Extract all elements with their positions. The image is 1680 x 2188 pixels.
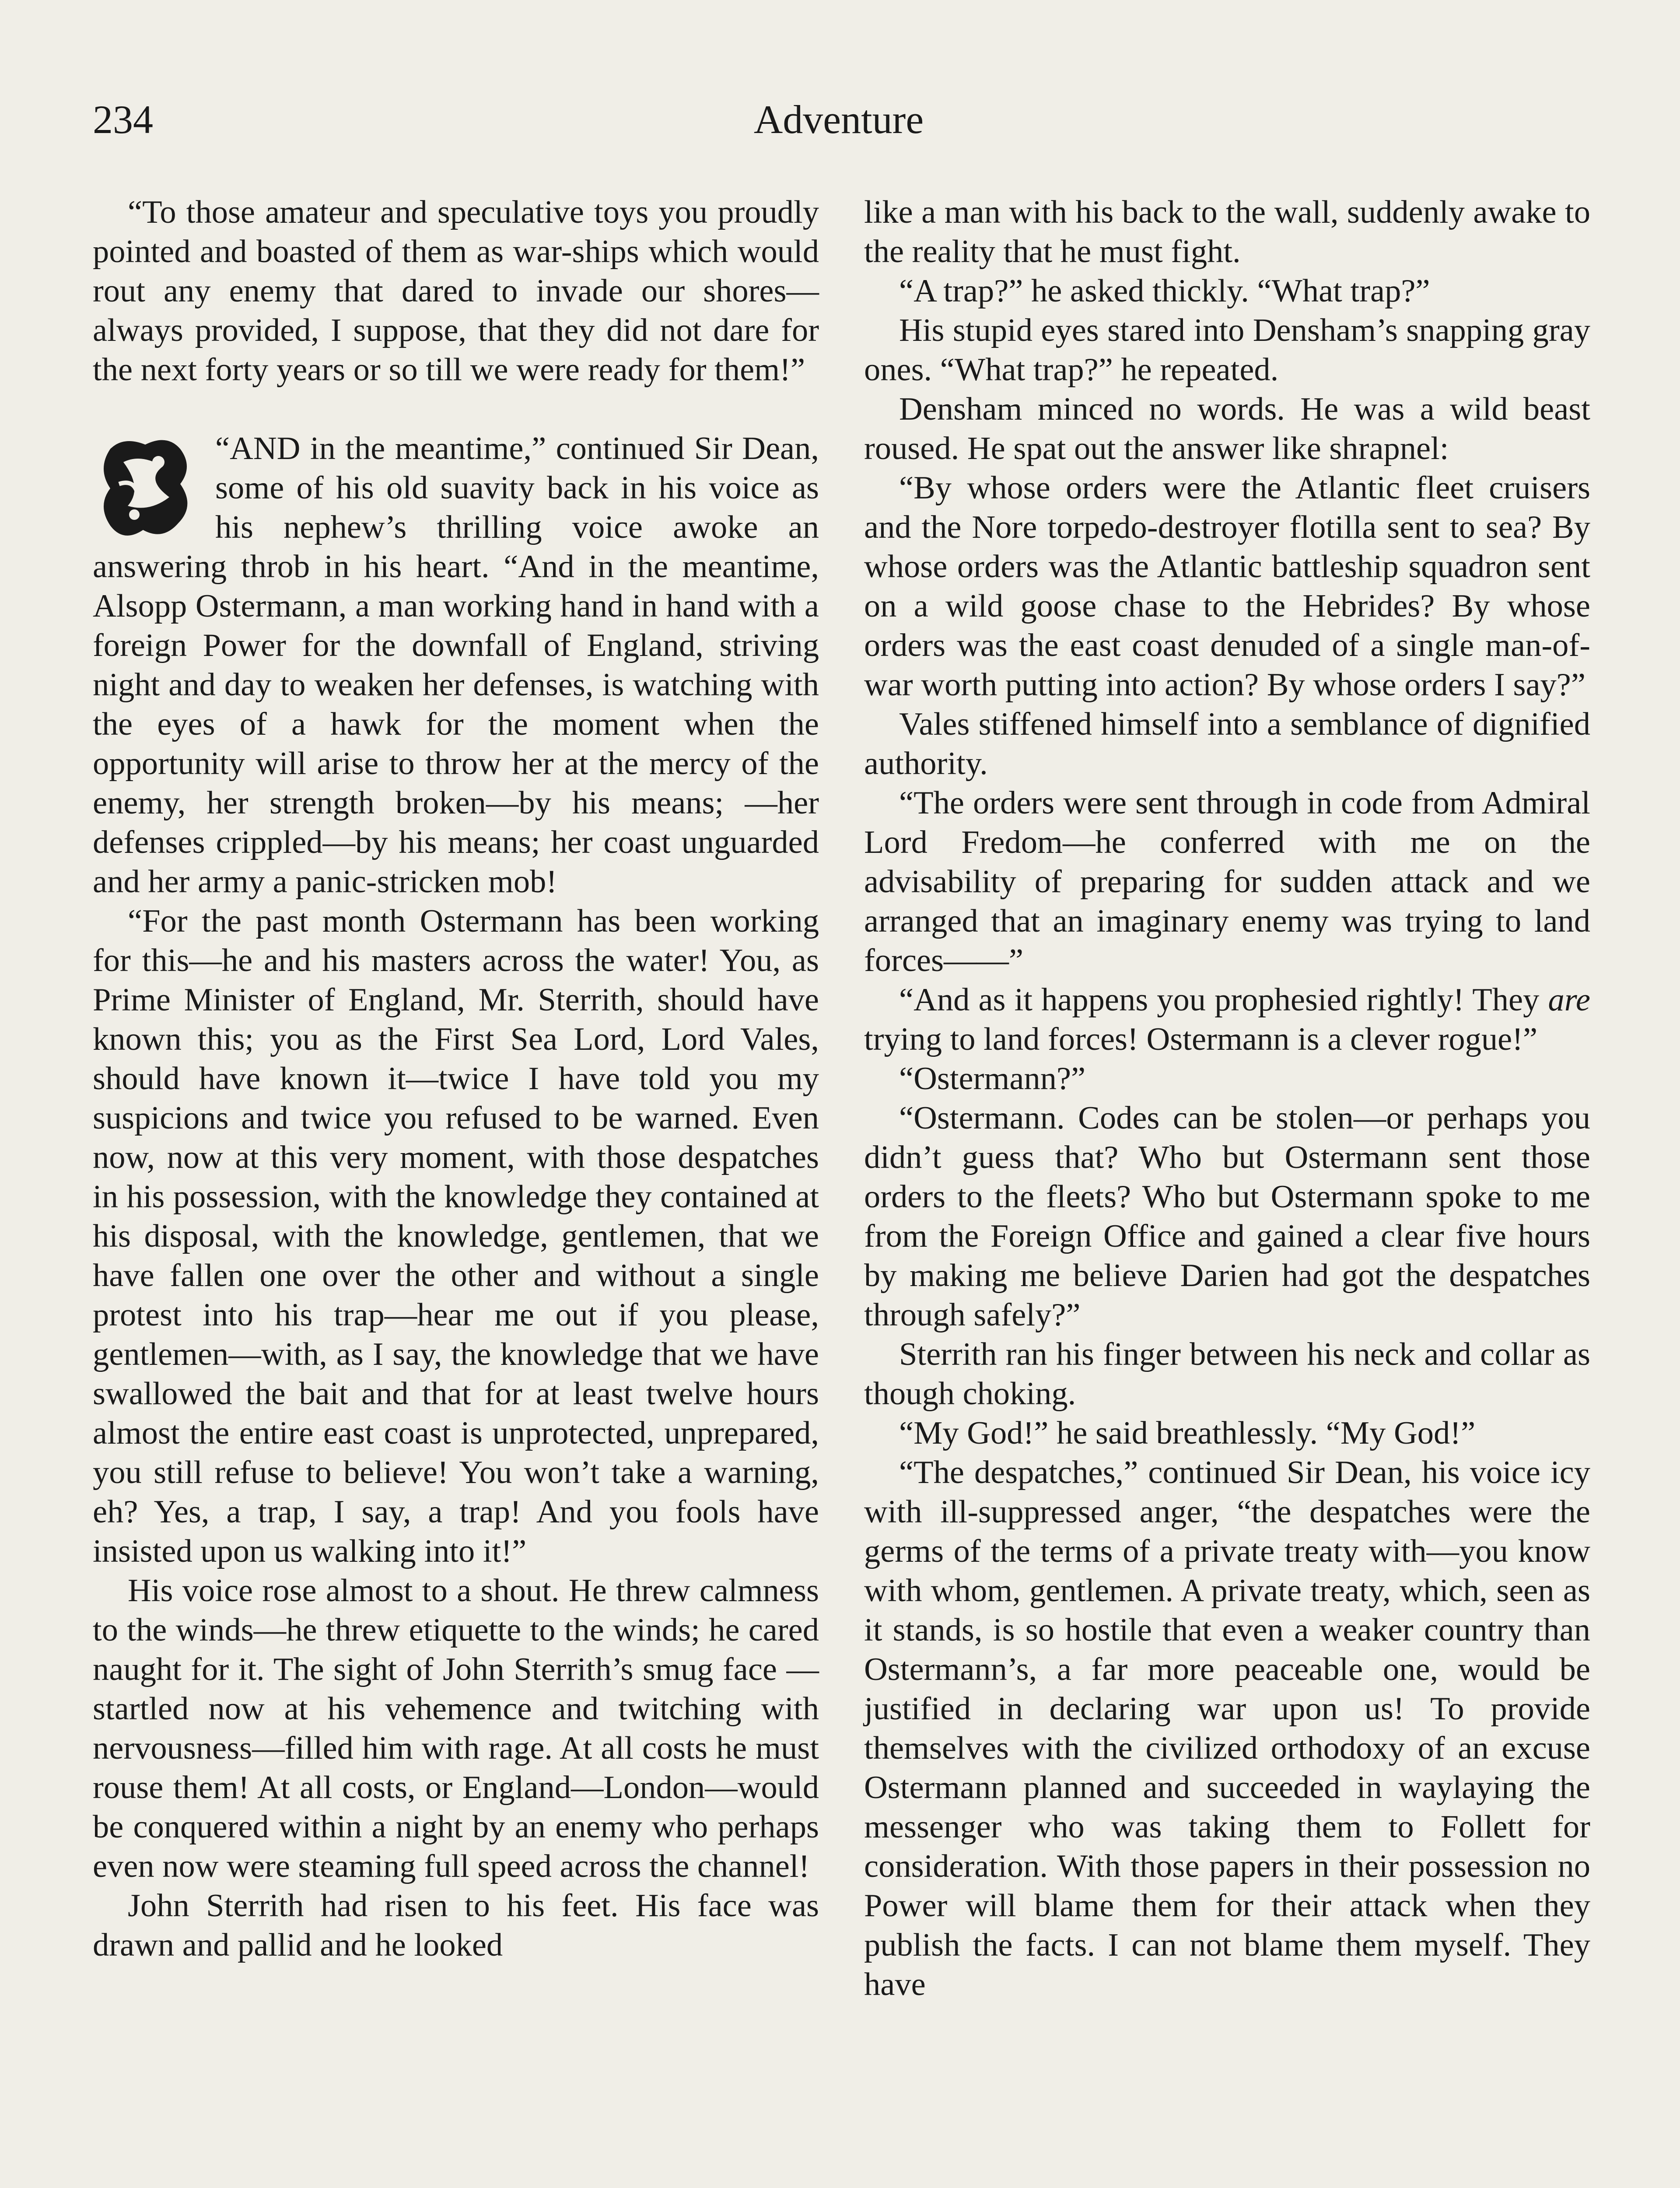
page-number: 234 xyxy=(93,97,153,142)
page-title: Adventure xyxy=(753,97,924,142)
paragraph: Densham minced no words. He was a wild beast roused. He spat out the answer like shrapnel: xyxy=(864,391,1590,466)
paragraph: “Ostermann?” xyxy=(899,1061,1086,1097)
paragraph-with-dropcap xyxy=(93,429,819,901)
paragraph: John Sterrith had risen to his feet. His face was drawn and pallid and he looked xyxy=(93,1888,819,1963)
paragraph xyxy=(864,980,1590,1059)
paragraph: “My God!” he said breathlessly. “My God!” xyxy=(899,1415,1476,1451)
paragraph: “By whose orders were the Atlantic fleet cruisers and the Nore torpedo-destroyer flotilla sent to sea? By whose orders was the Atlantic battleship squadron sent on a wild goose chase to the Hebrides? By whose orders was the east coast denuded of a single man-of-war worth putting into action? By whose orders I say?” xyxy=(864,470,1590,703)
text-run: “And as it happens you prophesied rightly! They xyxy=(899,982,1548,1018)
ornamental-dropcap-icon xyxy=(93,431,198,545)
paragraph: “Ostermann. Codes can be stolen—or perhaps you didn’t guess that? Who but Ostermann sent those orders to the fleets? Who but Ostermann spoke to me from the Foreign Office and gained a clear five hours by making me believe Darien had got the despatches through safely?” xyxy=(864,1100,1590,1333)
paragraph: “A trap?” he asked thickly. “What trap?” xyxy=(899,273,1430,309)
left-column xyxy=(93,193,819,1965)
text-run: trying to land forces! Ostermann is a clever rogue!” xyxy=(864,1021,1538,1057)
paragraph: “To those amateur and speculative toys you proudly pointed and boasted of them as war-ships which would rout any enemy that dared to invade our shores—always provided, I suppose, that they did not dare for the next forty years or so till we were ready for them!” xyxy=(93,194,819,388)
page-header xyxy=(93,96,1585,149)
paragraph: Vales stiffened himself into a semblance of dignified authority. xyxy=(864,706,1590,782)
emphasis-text: are xyxy=(1548,982,1590,1018)
paragraph-text: “AND in the meantime,” continued Sir Dean, some of his old suavity back in his voice as his nephew’s thrilling voice awoke an answering throb in his heart. “And in the meantime, Alsopp Ostermann, a man working hand in hand with a foreign Power for the downfall of England, striving night and day to weaken her defenses, is watching with the eyes of a hawk for the moment when the opportunity will arise to throw her at the mercy of the enemy, her strength broken—by his means; —her defenses crippled—by his means; her coast unguarded and her army a panic-stricken mob! xyxy=(93,431,819,900)
paragraph: His voice rose almost to a shout. He threw calmness to the winds—he threw etiquette to the winds; he cared naught for it. The sight of John Sterrith’s smug face —startled now at his vehemence and twitching with nervousness—filled him with rage. At all costs he must rouse them! At all costs, or England—London—would be conquered within a night by an enemy who perhaps even now were steaming full speed across the channel! xyxy=(93,1573,819,1884)
right-column xyxy=(864,193,1590,2004)
paragraph: “For the past month Ostermann has been working for this—he and his masters across the water! You, as Prime Minister of England, Mr. Sterrith, should have known this; you as the First Sea Lord, Lord Vales, should have known it—twice I have told you my suspicions and twice you refused to be warned. Even now, now at this very moment, with those despatches in his possession, with the knowledge they contained at his disposal, with the knowledge, gentlemen, that we have fallen one over the other and without a single protest into his trap—hear me out if you please, gentlemen—with, as I say, the knowledge that we have swallowed the bait and that for at least twelve hours almost the entire east coast is unprotected, unprepared, you still refuse to believe! You won’t take a warning, eh? Yes, a trap, I say, a trap! And you fools have insisted upon us walking into it!” xyxy=(93,903,819,1569)
paragraph: His stupid eyes stared into Densham’s snapping gray ones. “What trap?” he repeated. xyxy=(864,312,1590,388)
paragraph: “The despatches,” continued Sir Dean, his voice icy with ill-suppressed anger, “the despatches were the germs of the terms of a private treaty with—you know with whom, gentlemen. A private treaty, which, seen as it stands, is so hostile that even a weaker country than Ostermann’s, a far more peaceable one, would be justified in declaring war upon us! To provide themselves with the civilized orthodoxy of an excuse Ostermann planned and succeeded in waylaying the messenger who was taking them to Follett for consideration. With those papers in their possession no Power will blame them for their attack when they publish the facts. I can not blame them myself. They have xyxy=(864,1455,1590,2002)
paragraph: “The orders were sent through in code from Admiral Lord Fredom—he conferred with me on the advisability of preparing for sudden attack and we arranged that an imaginary enemy was trying to land forces——” xyxy=(864,785,1590,978)
paragraph: Sterrith ran his finger between his neck and collar as though choking. xyxy=(864,1336,1590,1412)
paragraph: like a man with his back to the wall, suddenly awake to the reality that he must fight. xyxy=(864,194,1590,270)
